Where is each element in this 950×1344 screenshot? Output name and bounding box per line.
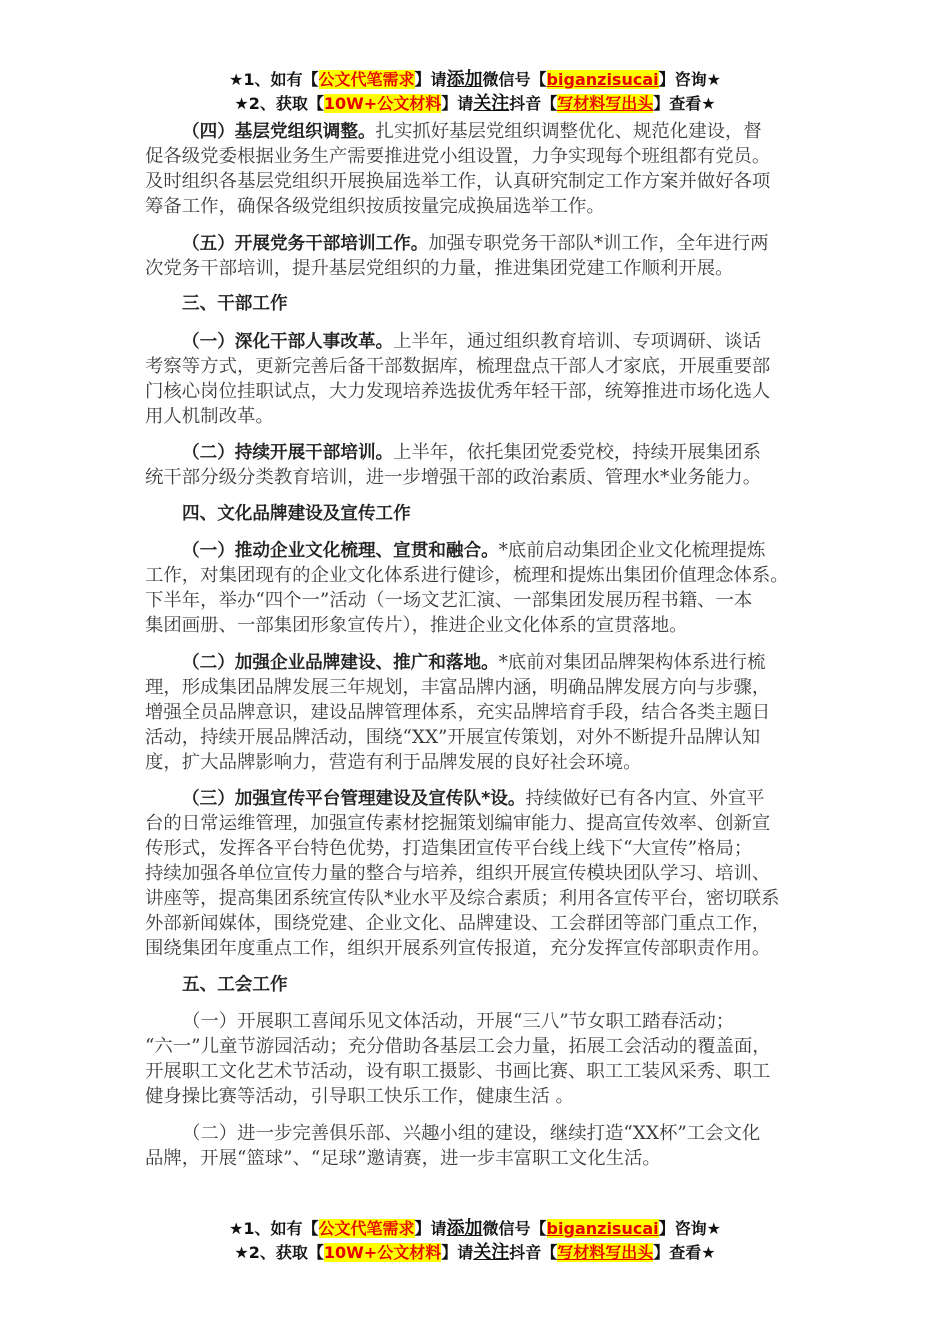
text: 】咨询★ (658, 1219, 721, 1238)
line-text: 用人机制改革。 (145, 405, 274, 427)
line-text: 增强全员品牌意识，建设品牌管理体系，充实品牌培育手段，结合各类主题日 (145, 701, 771, 723)
heading-text: 三、干部工作 (182, 294, 288, 314)
line-text: 持续做好已有各内宣、外宣平 (525, 788, 765, 809)
heading-text: 四、文化品牌建设及宣传工作 (182, 503, 411, 524)
highlight: 公文代笔需求 (318, 1219, 415, 1238)
paragraph-line (145, 750, 825, 775)
line-text: 工作，对集团现有的企业文化体系进行健诊，梳理和提炼出集团价值理念体系。 (145, 565, 789, 586)
paragraph-lead: （三）加强宣传平台管理建设及宣传队*设。 (182, 789, 526, 809)
text: 】查看★ (653, 1243, 716, 1262)
paragraph (145, 231, 825, 281)
line-text: 统干部分级分类教育培训，进一步增强干部的政治素质、管理水*业务能力。 (145, 467, 762, 488)
paragraph-line (145, 588, 825, 613)
text: 】请 (441, 1243, 474, 1262)
paragraph-line (145, 1121, 825, 1146)
line-text: 上半年，依托集团党委党校，持续开展集团系 (393, 442, 761, 463)
paragraph-line (145, 379, 825, 404)
text: 抖音【 (509, 1243, 558, 1262)
paragraph-lead: （二）加强企业品牌建设、推广和落地。 (182, 652, 499, 673)
line-text: *底前对集团品牌架构体系进行梳 (498, 651, 766, 673)
text: 关注 (473, 93, 510, 114)
text: ★1、如有【 (229, 1219, 319, 1238)
line-text: 台的日常运维管理，加强宣传素材挖掘策划编审能力、提高宣传效率、创新宣 (145, 813, 771, 834)
line-text: 外部新闻媒体，围绕党建、企业文化、品牌建设、工会群团等部门重点工作， (145, 913, 771, 934)
wechat-id: biganzisucai (546, 70, 659, 89)
text: 微信号【 (482, 1219, 547, 1238)
line-text: （一）开展职工喜闻乐见文体活动，开展“三八”节女职工踏春活动； (182, 1011, 735, 1032)
line-text: 考察等方式，更新完善后备干部数据库，梳理盘点干部人才家底，开展重要部 (145, 355, 771, 377)
line-text: 次党务干部培训，提升基层党组织的力量，推进集团党建工作顺利开展。 (145, 257, 734, 279)
promo-banner-bottom (0, 1217, 950, 1265)
paragraph (145, 440, 825, 490)
text: 】请 (414, 70, 447, 89)
douyin-id: 写材料写出头 (557, 94, 654, 113)
paragraph-line (145, 675, 825, 700)
paragraph (145, 538, 825, 638)
line-text: “六一”儿童节游园活动；充分借助各基层工会力量，拓展工会活动的覆盖面， (145, 1036, 771, 1057)
highlight: 公文代笔需求 (318, 70, 415, 89)
douyin-id: 写材料写出头 (557, 1243, 654, 1262)
line-text: 筹备工作，确保各级党组织按质按量完成换届选举工作。 (145, 196, 605, 217)
text: 】请 (414, 1219, 447, 1238)
paragraph-line (145, 256, 825, 281)
paragraph (145, 119, 825, 219)
text: 添加 (446, 1218, 483, 1239)
paragraph-line (145, 861, 825, 886)
promo-line-1 (0, 1217, 950, 1241)
paragraph-line (145, 329, 825, 354)
paragraph (145, 1009, 825, 1109)
wechat-id: biganzisucai (546, 1219, 659, 1238)
text: ★1、如有【 (229, 70, 319, 89)
line-text: 上半年，通过组织教育培训、专项调研、谈话 (393, 330, 761, 352)
paragraph-line (145, 725, 825, 750)
line-text: 讲座等，提高集团系统宣传队*业水平及综合素质；利用各宣传平台，密切联系 (145, 888, 780, 909)
paragraph-line (145, 886, 825, 911)
line-text: 健身操比赛等活动，引导职工快乐工作，健康生活 。 (145, 1086, 574, 1107)
document-body (145, 119, 825, 1171)
line-text: 加强专职党务干部队*训工作，全年进行两 (428, 232, 769, 254)
paragraph-line (145, 936, 825, 961)
paragraph-line (145, 1034, 825, 1059)
paragraph-line (145, 563, 825, 588)
section-heading (145, 292, 825, 317)
paragraph-line (145, 404, 825, 429)
text: 抖音【 (509, 94, 558, 113)
paragraph-line (145, 144, 825, 169)
paragraph-line (145, 650, 825, 675)
paragraph (145, 786, 825, 961)
section-heading (145, 502, 825, 527)
line-text: 传形式，发挥各平台特色优势，打造集团宣传平台线上线下“大宣传”格局； (145, 838, 753, 859)
line-text: *底前启动集团企业文化梳理提炼 (498, 540, 766, 561)
line-text: 理，形成集团品牌发展三年规划，丰富品牌内涵，明确品牌发展方向与步骤， (145, 676, 771, 698)
paragraph-line (145, 1146, 825, 1171)
paragraph-line (145, 465, 825, 490)
paragraph-line (145, 911, 825, 936)
paragraph-line (145, 613, 825, 638)
line-text: 持续加强各单位宣传力量的整合与培养，组织开展宣传模块团队学习、培训、 (145, 863, 771, 884)
paragraph-line (145, 1059, 825, 1084)
paragraph-line (145, 194, 825, 219)
promo-line-1 (0, 68, 950, 92)
line-text: 开展职工文化艺术节活动，设有职工摄影、书画比赛、职工工装风采秀、职工 (145, 1061, 771, 1082)
paragraph-lead: （五）开展党务干部培训工作。 (182, 233, 429, 254)
paragraph-lead: （二）持续开展干部培训。 (182, 443, 394, 463)
line-text: 促各级党委根据业务生产需要推进党小组设置，力争实现每个班组都有党员。 (145, 146, 771, 167)
section-heading (145, 973, 825, 998)
paragraph-line (145, 119, 825, 144)
paragraph-line (145, 440, 825, 465)
line-text: 活动，持续开展品牌活动，围绕“XX”开展宣传策划，对外不断提升品牌认知 (145, 726, 761, 748)
line-text: 围绕集团年度重点工作，组织开展系列宣传报道，充分发挥宣传部职责作用。 (145, 938, 771, 959)
text: 添加 (446, 69, 483, 90)
text: 】请 (441, 94, 474, 113)
paragraph-lead: （四）基层党组织调整。 (182, 122, 376, 142)
text: 微信号【 (482, 70, 547, 89)
paragraph-line (145, 1009, 825, 1034)
paragraph (145, 329, 825, 429)
line-text: 集团画册、一部集团形象宣传片），推进企业文化体系的宣贯落地。 (145, 615, 688, 636)
paragraph (145, 1121, 825, 1171)
highlight: 10W+公文材料 (323, 1243, 442, 1262)
paragraph-line (145, 538, 825, 563)
paragraph-line (145, 1084, 825, 1109)
line-text: 及时组织各基层党组织开展换届选举工作，认真研究制定工作方案并做好各项 (145, 171, 771, 192)
line-text: （二）进一步完善俱乐部、兴趣小组的建设，继续打造“XX杯”工会文化 (182, 1122, 761, 1144)
line-text: 扎实抓好基层党组织调整优化、规范化建设，督 (375, 121, 762, 142)
line-text: 品牌，开展“篮球”、“足球”邀请赛，进一步丰富职工文化生活。 (145, 1147, 661, 1169)
line-text: 度，扩大品牌影响力，营造有利于品牌发展的良好社会环境。 (145, 751, 642, 773)
text: 】查看★ (653, 94, 716, 113)
text: ★2、获取【 (234, 94, 324, 113)
paragraph-line (145, 354, 825, 379)
paragraph-line (145, 786, 825, 811)
text: 关注 (473, 1242, 510, 1263)
paragraph-lead: （一）推动企业文化梳理、宣贯和融合。 (182, 541, 499, 561)
paragraph (145, 650, 825, 775)
heading-text: 五、工会工作 (182, 974, 288, 995)
promo-banner-top (0, 68, 950, 116)
promo-line-2 (0, 1241, 950, 1265)
text: ★2、获取【 (234, 1243, 324, 1262)
line-text: 下半年，举办“四个一”活动（一场文艺汇演、一部集团发展历程书籍、一本 (145, 590, 753, 611)
text: 】咨询★ (658, 70, 721, 89)
paragraph-line (145, 811, 825, 836)
paragraph-line (145, 169, 825, 194)
highlight: 10W+公文材料 (323, 94, 442, 113)
paragraph-line (145, 231, 825, 256)
line-text: 门核心岗位挂职试点，大力发现培养选拔优秀年轻干部，统筹推进市场化选人 (145, 380, 771, 402)
paragraph-lead: （一）深化干部人事改革。 (182, 331, 394, 352)
paragraph-line (145, 700, 825, 725)
paragraph-line (145, 836, 825, 861)
promo-line-2 (0, 92, 950, 116)
